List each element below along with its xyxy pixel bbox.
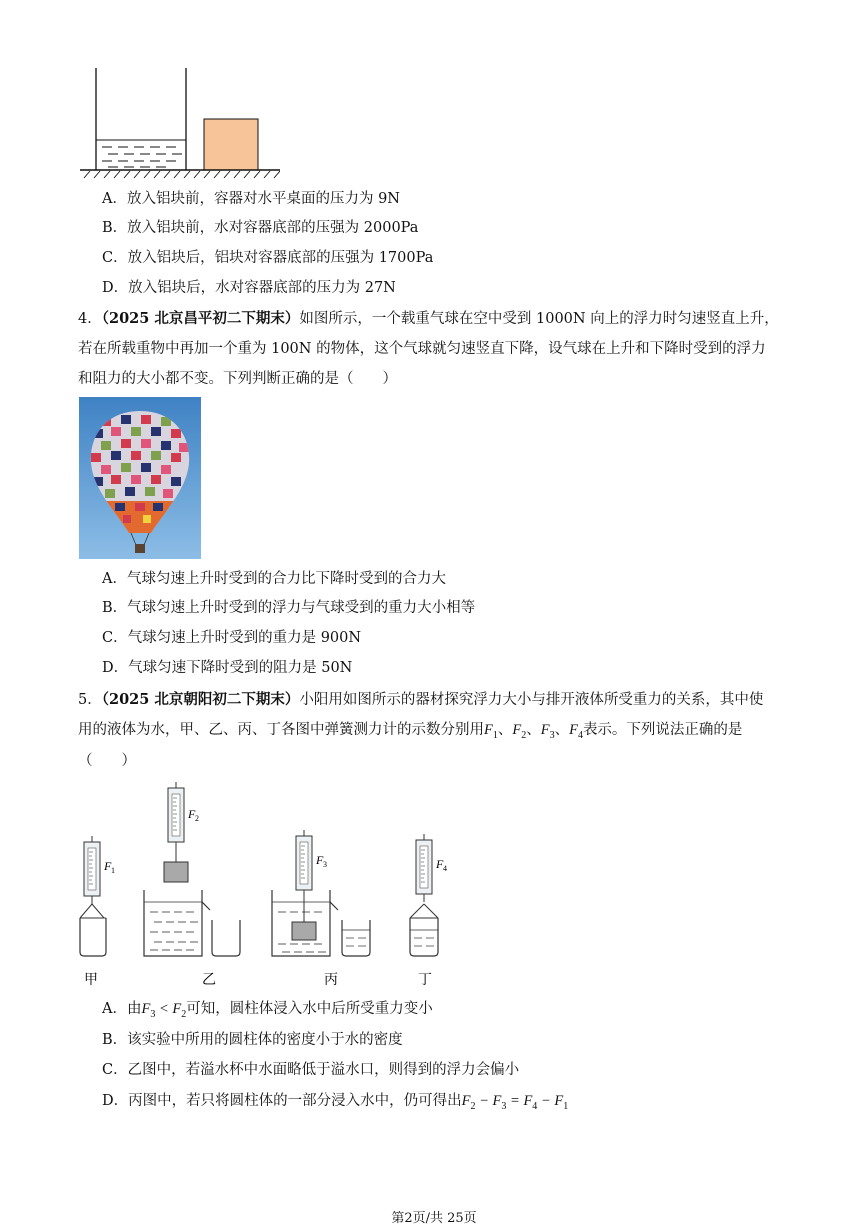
cylinder-block-bing bbox=[292, 922, 316, 940]
q4-number: 4． bbox=[78, 311, 102, 327]
cylinder-block-yi bbox=[164, 862, 188, 882]
q5-stem-line2: 用的液体为水，甲、乙、丙、丁各图中弹簧测力计的示数分别用$F_1$、$F_2$、$F_3$、$F_4$表示。下列说法正确的是 bbox=[78, 722, 743, 741]
fig-label-yi: 乙 bbox=[202, 973, 216, 988]
q4-option-d: D．气球匀速下降时受到的阻力是 50N bbox=[102, 660, 353, 676]
page-footer: 第2页/共 25页 bbox=[391, 1211, 477, 1226]
svg-text:4: 4 bbox=[443, 864, 447, 873]
q5-text2a: 用的液体为水，甲、乙、丙、丁各图中弹簧测力计的示数分别用 bbox=[78, 722, 484, 738]
q3-figure bbox=[80, 66, 280, 182]
q5-text1: 小阳用如图所示的器材探究浮力大小与排开液体所受重力的关系，其中使 bbox=[299, 692, 764, 708]
q5-f1: $F_1$ bbox=[484, 722, 498, 741]
fig-label-bing: 丙 bbox=[324, 973, 338, 988]
hot-air-balloon-image bbox=[79, 397, 201, 559]
balloon-basket bbox=[135, 544, 145, 553]
q3-option-b: B．放入铝块前，水对容器底部的压强为 2000Pa bbox=[102, 220, 419, 236]
q5-figure bbox=[74, 780, 464, 992]
q3-option-d: D．放入铝块后，水对容器底部的压力为 27N bbox=[102, 280, 396, 296]
q5-option-b: B．该实验中所用的圆柱体的密度小于水的密度 bbox=[102, 1032, 403, 1048]
q4-stem-line2: 若在所载重物中再加一个重为 100N 的物体，这个气球就匀速竖直下降，设气球在上升和下降时受到的浮力 bbox=[78, 341, 766, 357]
q4-stem-line3: 和阻力的大小都不变。下列判断正确的是（ ） bbox=[78, 371, 397, 387]
q5-option-d: D．丙图中，若只将圆柱体的一部分浸入水中，仍可得出$F_2 - F_3 = F_4 - F_1$ bbox=[102, 1093, 569, 1112]
f3-label: F bbox=[316, 853, 324, 867]
f1-label: F bbox=[104, 859, 112, 873]
q5-f2: $F_2$ bbox=[512, 722, 527, 741]
q4-option-b: B．气球匀速上升时受到的浮力与气球受到的重力大小相等 bbox=[102, 600, 476, 616]
q4-stem-line1 bbox=[78, 309, 779, 329]
q3-option-a: A．放入铝块前，容器对水平桌面的压力为 9N bbox=[102, 191, 400, 207]
fig-label-jia: 甲 bbox=[84, 973, 98, 988]
f4-label: F bbox=[436, 857, 444, 871]
q4-text1: 如图所示，一个载重气球在空中受到 1000N 向上的浮力时匀速竖直上升， bbox=[299, 311, 779, 327]
fig-label-ding: 丁 bbox=[418, 973, 432, 988]
q5-stem-line1 bbox=[78, 690, 763, 710]
q5-number: 5． bbox=[78, 692, 102, 708]
q5-stem-line3: （ ） bbox=[78, 753, 136, 769]
f2-label: F bbox=[188, 807, 196, 821]
q5-text2b: 表示。下列说法正确的是 bbox=[582, 722, 743, 738]
aluminum-block bbox=[204, 119, 258, 170]
q5-option-c: C．乙图中，若溢水杯中水面略低于溢水口，则得到的浮力会偏小 bbox=[102, 1062, 520, 1078]
q5-option-a: A．由$F_3 < F_2$可知，圆柱体浸入水中后所受重力变小 bbox=[102, 1001, 433, 1020]
q4-option-c: C．气球匀速上升时受到的重力是 900N bbox=[102, 630, 362, 646]
q3-option-c: C．放入铝块后，铝块对容器底部的压强为 1700Pa bbox=[102, 250, 434, 266]
q5-f3: $F_3$ bbox=[540, 722, 555, 741]
svg-text:1: 1 bbox=[111, 866, 115, 875]
svg-text:2: 2 bbox=[195, 814, 199, 823]
q4-source: （2025 北京昌平初二下期末） bbox=[101, 310, 300, 327]
q5-source: （2025 北京朝阳初二下期末） bbox=[101, 691, 300, 708]
svg-text:3: 3 bbox=[323, 860, 327, 869]
q5-f4: $F_4$ bbox=[569, 722, 583, 741]
q4-option-a: A．气球匀速上升时受到的合力比下降时受到的合力大 bbox=[102, 571, 446, 587]
